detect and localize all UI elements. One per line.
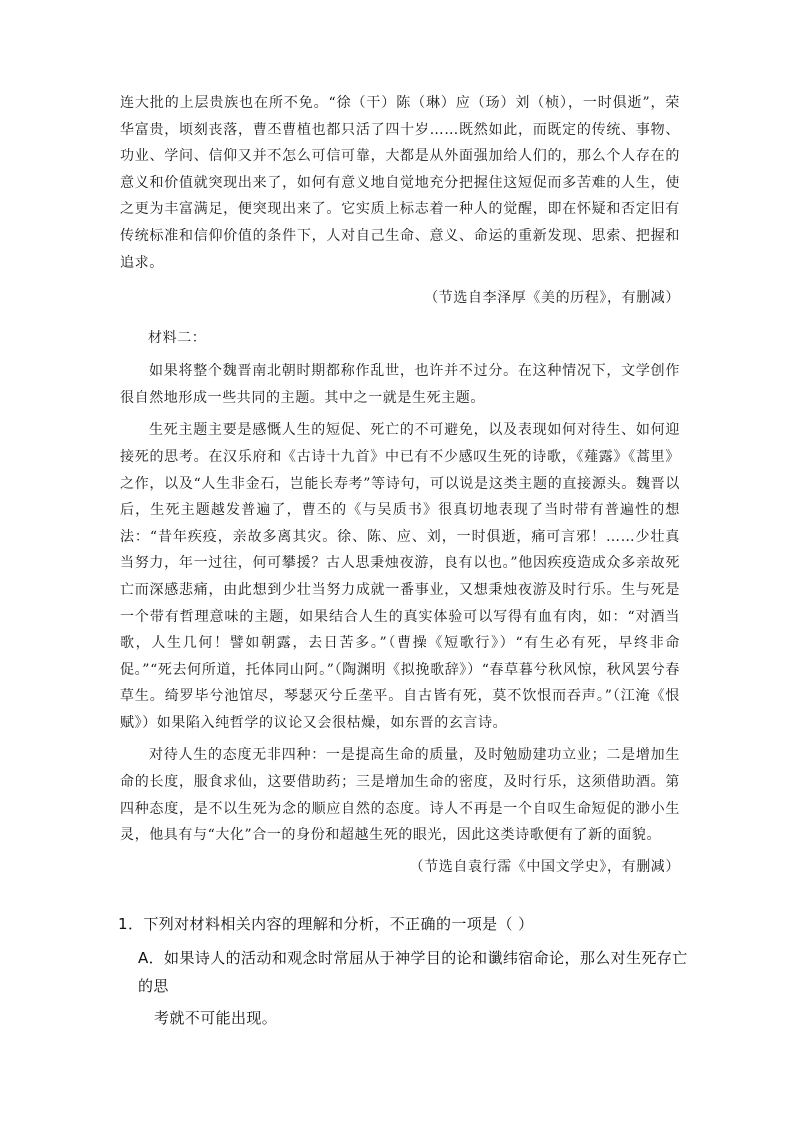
- question-stem: 1．下列对材料相关内容的理解和分析，不正确的一项是（ ）: [118, 915, 534, 933]
- question-1: [118, 910, 688, 1032]
- material2-paragraph-1: 如果将整个魏晋南北朝时期都称作乱世，也许并不过分。在这种情况下，文学创作很自然地形成一些共同的主题。其中之一就是生死主题。: [120, 363, 680, 406]
- article-body: [120, 90, 680, 881]
- option-a-line-1: A．如果诗人的活动和观念时常屈从于神学目的论和谶纬宿命论，那么对生死存亡的思: [138, 949, 688, 995]
- option-a-line-2: 考就不可能出现。: [154, 1009, 278, 1027]
- material2-paragraph-3: 对待人生的态度无非四种：一是提高生命的质量，及时勉励建功立业；二是增加生命的长度，服食求仙，这要借助药；三是增加生命的密度，及时行乐，这须借助酒。第四种态度，是不以生死为念的顺应自然的态度。诗人不再是一个自叹生命短促的渺小生灵，他具有与“大化”合一的身份和超越生死的眼光，因此这类诗歌便有了新的面貌。: [120, 747, 680, 844]
- material2-paragraph-2: 生死主题主要是感慨人生的短促、死亡的不可避免，以及表现如何对待生、如何迎接死的思考。在汉乐府和《古诗十九首》中已有不少感叹生死的诗歌，《薤露》《蒿里》之作，以及“人生非金石，岂能长寿考”等诗句，可以说是这类主题的直接源头。魏晋以后，生死主题越发普遍了，曹丕的《与吴质书》很真切地表现了当时带有普遍性的想法：“昔年疾疫，亲故多离其灾。徐、陈、应、刘，一时俱逝，痛可言邪！……少壮真当努力，年一过往，何可攀援？古人思秉烛夜游，良有以也。”他因疾疫造成众多亲故死亡而深感悲痛，由此想到少壮当努力成就一番事业，又想秉烛夜游及时行乐。生与死是一个带有哲理意味的主题，如果结合人生的真实体验可以写得有血有肉，如：“对酒当歌，人生几何！譬如朝露，去日苦多。”（曹操《短歌行》）“有生必有死，早终非命促。”“死去何所道，托体同山阿。”（陶渊明《拟挽歌辞》）“春草暮兮秋风惊，秋风罢兮春草生。绮罗毕兮池馆尽，琴瑟灭兮丘垄平。自古皆有死，莫不饮恨而吞声。”（江淹《恨赋》）如果陷入纯哲学的议论又会很枯燥，如东晋的玄言诗。: [120, 422, 680, 731]
- material2-label: 材料二：: [148, 330, 207, 347]
- material2-source: （节选自袁行霈《中国文学史》，有删减）: [409, 858, 680, 875]
- material1-paragraph: 连大批的上层贵族也在所不免。“徐（干）陈（琳）应（玚）刘（桢），一时俱逝”，荣华富贵，顷刻丧落，曹丕曹植也都只活了四十岁……既然如此，而既定的传统、事物、功业、学问、信仰又并不怎么可信可靠，大都是从外面强加给人们的，那么个人存在的意义和价值就突现出来了，如何有意义地自觉地充分把握住这短促而多苦难的人生，使之更为丰富满足，便突现出来了。它实质上标志着一种人的觉醒，即在怀疑和否定旧有传统标准和信仰价值的条件下，人对自己生命、意义、命运的重新发现、思索、把握和追求。: [120, 95, 680, 271]
- material1-source: （节选自李泽厚《美的历程》，有删减）: [424, 290, 680, 307]
